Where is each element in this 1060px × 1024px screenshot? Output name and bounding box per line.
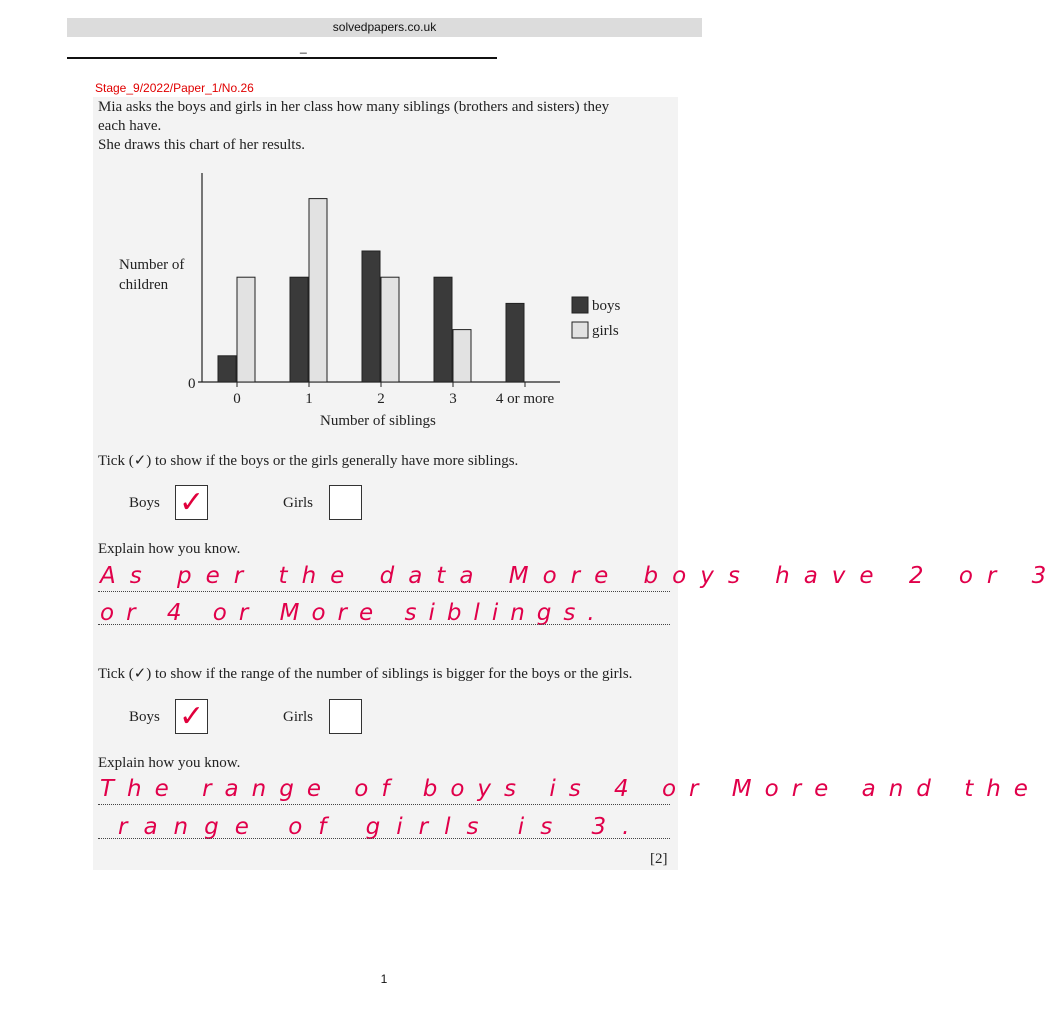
legend-label-girls: girls (592, 323, 619, 339)
bar-boys (218, 356, 236, 382)
part1-answer-line-1: As per the data More boys have 2 or 3 (100, 563, 1060, 589)
x-axis-label: Number of siblings (320, 413, 436, 429)
intro-line-1: Mia asks the boys and girls in her class how many siblings (brothers and sisters) they (98, 99, 610, 115)
legend-swatch-boys (572, 297, 588, 313)
bar-girls (309, 199, 327, 382)
part1-explain-prompt: Explain how you know. (98, 541, 241, 557)
site-header (67, 18, 702, 37)
chart-tick-labels (233, 391, 554, 407)
part2-explain-prompt: Explain how you know. (98, 755, 241, 771)
bar-boys (290, 277, 308, 382)
part2-boys-label: Boys (129, 709, 160, 725)
question-reference: Stage_9/2022/Paper_1/No.26 (95, 81, 254, 95)
x-tick-label: 3 (449, 391, 457, 407)
part1-answer-line-2: or 4 or More siblings. (100, 600, 607, 626)
bar-girls (453, 330, 471, 382)
part2-answer-line-2: range of girls is 3. (118, 814, 646, 840)
part1-boys-label: Boys (129, 495, 160, 511)
legend-label-boys: boys (592, 298, 621, 314)
legend-swatch-girls (572, 322, 588, 338)
part1-girls-label: Girls (283, 495, 313, 511)
bar-boys (434, 277, 452, 382)
part1-girls-checkbox[interactable] (329, 485, 362, 520)
part2-girls-checkbox[interactable] (329, 699, 362, 734)
part2-girls-label: Girls (283, 709, 313, 725)
header-dash: _ (300, 40, 307, 54)
part1-question: Tick (✓) to show if the boys or the girls generally have more siblings. (98, 453, 519, 469)
header-rule (67, 57, 497, 59)
site-name: solvedpapers.co.uk (332, 20, 437, 34)
part2-boys-tick: ✓ (179, 699, 205, 734)
part2-answer-line-1: The range of boys is 4 or More and the (100, 776, 1041, 802)
part2-answer-rule-2[interactable] (98, 838, 670, 839)
y-axis-zero-label: 0 (188, 376, 196, 392)
part1-answer-rule-1[interactable] (98, 591, 670, 592)
x-tick-label: 0 (233, 391, 241, 407)
part1-boys-tick: ✓ (179, 485, 205, 520)
y-axis-label-line-1: Number of (119, 257, 185, 273)
marks-available: [2] (650, 851, 668, 867)
intro-line-2: each have. (98, 118, 162, 134)
chart-bars (218, 199, 524, 382)
x-tick-label: 1 (305, 391, 313, 407)
bar-girls (237, 277, 255, 382)
part2-boys-checkbox[interactable] (175, 699, 208, 734)
part2-answer-rule-1[interactable] (98, 804, 670, 805)
bar-boys (506, 303, 524, 382)
part1-boys-checkbox[interactable] (175, 485, 208, 520)
x-tick-label: 2 (377, 391, 385, 407)
y-axis-label-line-2: children (119, 277, 169, 293)
bar-girls (381, 277, 399, 382)
page-number: 1 (380, 972, 388, 986)
part1-answer-rule-2[interactable] (98, 624, 670, 625)
x-tick-label: 4 or more (495, 391, 555, 407)
siblings-bar-chart (95, 165, 655, 430)
chart-legend (572, 297, 621, 339)
bar-boys (362, 251, 380, 382)
intro-line-3: She draws this chart of her results. (98, 137, 306, 153)
part2-question: Tick (✓) to show if the range of the number of siblings is bigger for the boys or the girls. (98, 666, 633, 682)
